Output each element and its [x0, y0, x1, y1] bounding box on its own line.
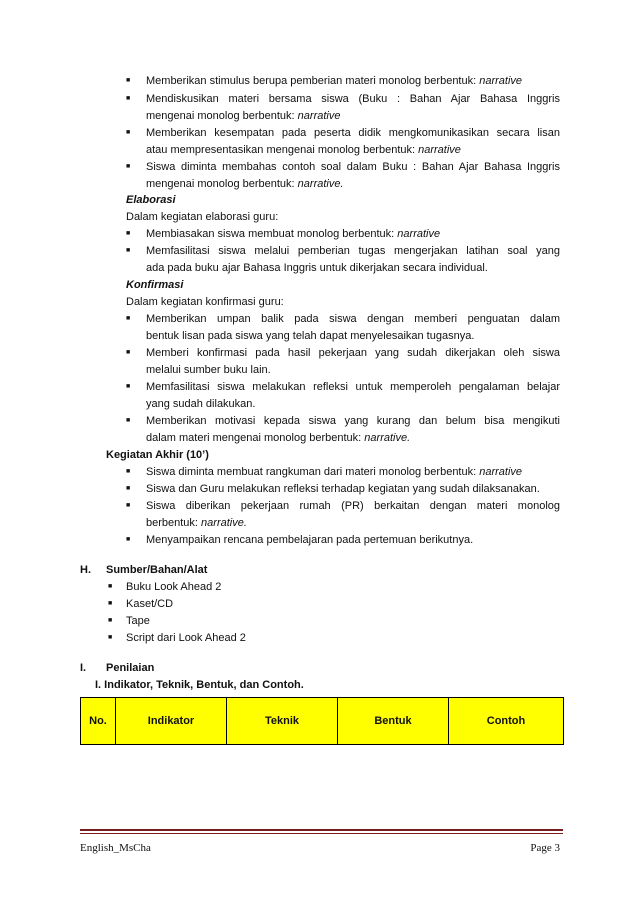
- section-i-title: Penilaian: [106, 662, 155, 674]
- table-header-no: No.: [81, 698, 116, 745]
- list-item-continuation: dalam materi mengenai monolog berbentuk: narrative.: [146, 432, 411, 444]
- table-header-bentuk: Bentuk: [338, 698, 449, 745]
- table-header-row: [81, 698, 564, 745]
- footer-rule: [80, 829, 563, 831]
- list-item: Siswa diminta membahas contoh soal dalam Buku : Bahan Ajar Bahasa Inggris: [146, 161, 560, 173]
- kegiatan-akhir-heading: Kegiatan Akhir (10’): [106, 449, 209, 461]
- bullet-icon: ■: [126, 163, 131, 170]
- bullet-icon: ■: [126, 468, 131, 475]
- list-item: Tape: [126, 615, 150, 627]
- list-item: Memberi konfirmasi pada hasil pekerjaan yang sudah dikerjakan oleh siswa: [146, 347, 560, 359]
- list-item: Siswa diberikan pekerjaan rumah (PR) berkaitan dengan materi monolog: [146, 500, 560, 512]
- bullet-icon: ■: [126, 77, 131, 84]
- list-item: Memfasilitasi siswa melakukan refleksi untuk memperoleh pengalaman belajar: [146, 381, 560, 393]
- bullet-icon: ■: [108, 617, 113, 624]
- section-h-title: Sumber/Bahan/Alat: [106, 564, 208, 576]
- list-item: Menyampaikan rencana pembelajaran pada pertemuan berikutnya.: [146, 534, 474, 546]
- bullet-icon: ■: [126, 485, 131, 492]
- footer-rule-thin: [80, 833, 563, 834]
- list-item: Memfasilitasi siswa melalui pemberian tugas mengerjakan latihan soal yang: [146, 245, 560, 257]
- section-i-letter: I.: [80, 662, 87, 674]
- list-item: Memberikan umpan balik pada siswa dengan memberi penguatan dalam: [146, 313, 560, 325]
- list-item-continuation: melalui sumber buku lain.: [146, 364, 271, 376]
- table-header-teknik: Teknik: [227, 698, 338, 745]
- table-header-contoh: Contoh: [449, 698, 564, 745]
- list-item: Script dari Look Ahead 2: [126, 632, 246, 644]
- bullet-icon: ■: [126, 247, 131, 254]
- list-item-continuation: mengenai monolog berbentuk: narrative: [146, 110, 341, 122]
- konfirmasi-intro: Dalam kegiatan konfirmasi guru:: [126, 296, 284, 308]
- bullet-icon: ■: [126, 502, 131, 509]
- list-item-continuation: atau mempresentasikan mengenai monolog berbentuk: narrative: [146, 144, 461, 156]
- elaborasi-intro: Dalam kegiatan elaborasi guru:: [126, 211, 279, 223]
- list-item-continuation: bentuk lisan pada siswa yang telah dapat menyelesaikan tugasnya.: [146, 330, 475, 342]
- section-h-letter: H.: [80, 564, 91, 576]
- list-item: Membiasakan siswa membuat monolog berbentuk: narrative: [146, 228, 441, 240]
- bullet-icon: ■: [126, 230, 131, 237]
- list-item: Siswa dan Guru melakukan refleksi terhadap kegiatan yang sudah dilaksanakan.: [146, 483, 540, 495]
- list-item-continuation: mengenai monolog berbentuk: narrative.: [146, 178, 344, 190]
- list-item: Memberikan kesempatan pada peserta didik mengkomunikasikan secara lisan: [146, 127, 560, 139]
- bullet-icon: ■: [126, 95, 131, 102]
- table-header-indikator: Indikator: [116, 698, 227, 745]
- list-item: Memberikan motivasi kepada siswa yang kurang dan belum bisa mengikuti: [146, 415, 560, 427]
- list-item: Buku Look Ahead 2: [126, 581, 222, 593]
- elaborasi-heading: Elaborasi: [126, 194, 176, 206]
- bullet-icon: ■: [126, 536, 131, 543]
- list-item: Mendiskusikan materi bersama siswa (Buku : Bahan Ajar Bahasa Inggris: [146, 93, 560, 105]
- bullet-icon: ■: [126, 315, 131, 322]
- footer-page-number: Page 3: [530, 842, 560, 854]
- konfirmasi-heading: Konfirmasi: [126, 279, 184, 291]
- bullet-icon: ■: [108, 583, 113, 590]
- list-item: Kaset/CD: [126, 598, 174, 610]
- footer-left-text: English_MsCha: [80, 842, 151, 854]
- section-i-subtitle: I. Indikator, Teknik, Bentuk, dan Contoh.: [95, 679, 304, 691]
- penilaian-table: [80, 697, 564, 745]
- list-item-continuation: yang sudah dilakukan.: [146, 398, 256, 410]
- bullet-icon: ■: [108, 634, 113, 641]
- bullet-icon: ■: [126, 349, 131, 356]
- bullet-icon: ■: [126, 383, 131, 390]
- list-item: Memberikan stimulus berupa pemberian materi monolog berbentuk: narrative: [146, 75, 523, 87]
- list-item: Siswa diminta membuat rangkuman dari materi monolog berbentuk: narrative: [146, 466, 523, 478]
- list-item-continuation: ada pada buku ajar Bahasa Inggris untuk dikerjakan secara individual.: [146, 262, 488, 274]
- bullet-icon: ■: [108, 600, 113, 607]
- bullet-icon: ■: [126, 129, 131, 136]
- bullet-icon: ■: [126, 417, 131, 424]
- list-item-continuation: berbentuk: narrative.: [146, 517, 247, 529]
